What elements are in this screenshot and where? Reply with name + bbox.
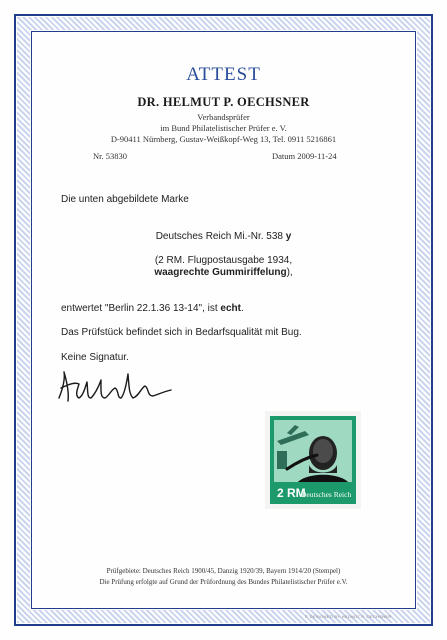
variant-line <box>0 267 447 278</box>
copyright-mark: © DESIGNED BY HELMUT P. OECHSNER <box>305 614 392 619</box>
stamp-value: 2 RM <box>277 486 306 500</box>
verdict: echt <box>220 303 241 314</box>
footer-areas: Prüfgebiete: Deutsches Reich 1900/45, Danzig 1920/39, Bayern 1914/20 (Stempel) <box>106 567 341 575</box>
signature-note: Keine Signatur. <box>61 352 129 363</box>
examiner-association: im Bund Philatelistischer Prüfer e. V. <box>160 123 287 133</box>
intro-text: Die unten abgebildete Marke <box>61 194 189 205</box>
cancellation-line <box>61 303 244 314</box>
stamp-country: Deutsches Reich <box>301 490 352 499</box>
handwritten-signature <box>55 368 175 408</box>
examiner-role: Verbandsprüfer <box>197 112 250 122</box>
cancellation-end: . <box>240 303 244 314</box>
gum-variant: waagrechte Gummiriffelung <box>154 267 287 278</box>
condition-text: Das Prüfstück befindet sich in Bedarfsqualität mit Bug. <box>61 327 302 338</box>
certificate-date: Datum 2009-11-24 <box>272 151 337 161</box>
tower <box>277 451 287 469</box>
examiner-name: DR. HELMUT P. OECHSNER <box>137 95 310 109</box>
stamp-image <box>265 411 361 509</box>
stamp-catalog-number: Deutsches Reich Mi.-Nr. 538 <box>155 231 286 242</box>
stamp-identification <box>0 231 447 242</box>
certificate-title: ATTEST <box>186 64 261 85</box>
stamp-catalog-suffix: y <box>285 231 292 242</box>
issue-line: (2 RM. Flugpostausgabe 1934, <box>154 255 293 266</box>
footer-regulation: Die Prüfung erfolgte auf Grund der Prüfordnung des Bundes Philatelistischer Prüfer e.V. <box>99 578 348 586</box>
certificate-number: Nr. 53830 <box>93 151 127 161</box>
cancellation-text: entwertet "Berlin 22.1.36 13-14", ist <box>61 303 221 314</box>
examiner-address: D-90411 Nürnberg, Gustav-Weißkopf-Weg 13, Tel. 0911 5216861 <box>110 134 337 144</box>
variant-close: ), <box>286 267 293 278</box>
